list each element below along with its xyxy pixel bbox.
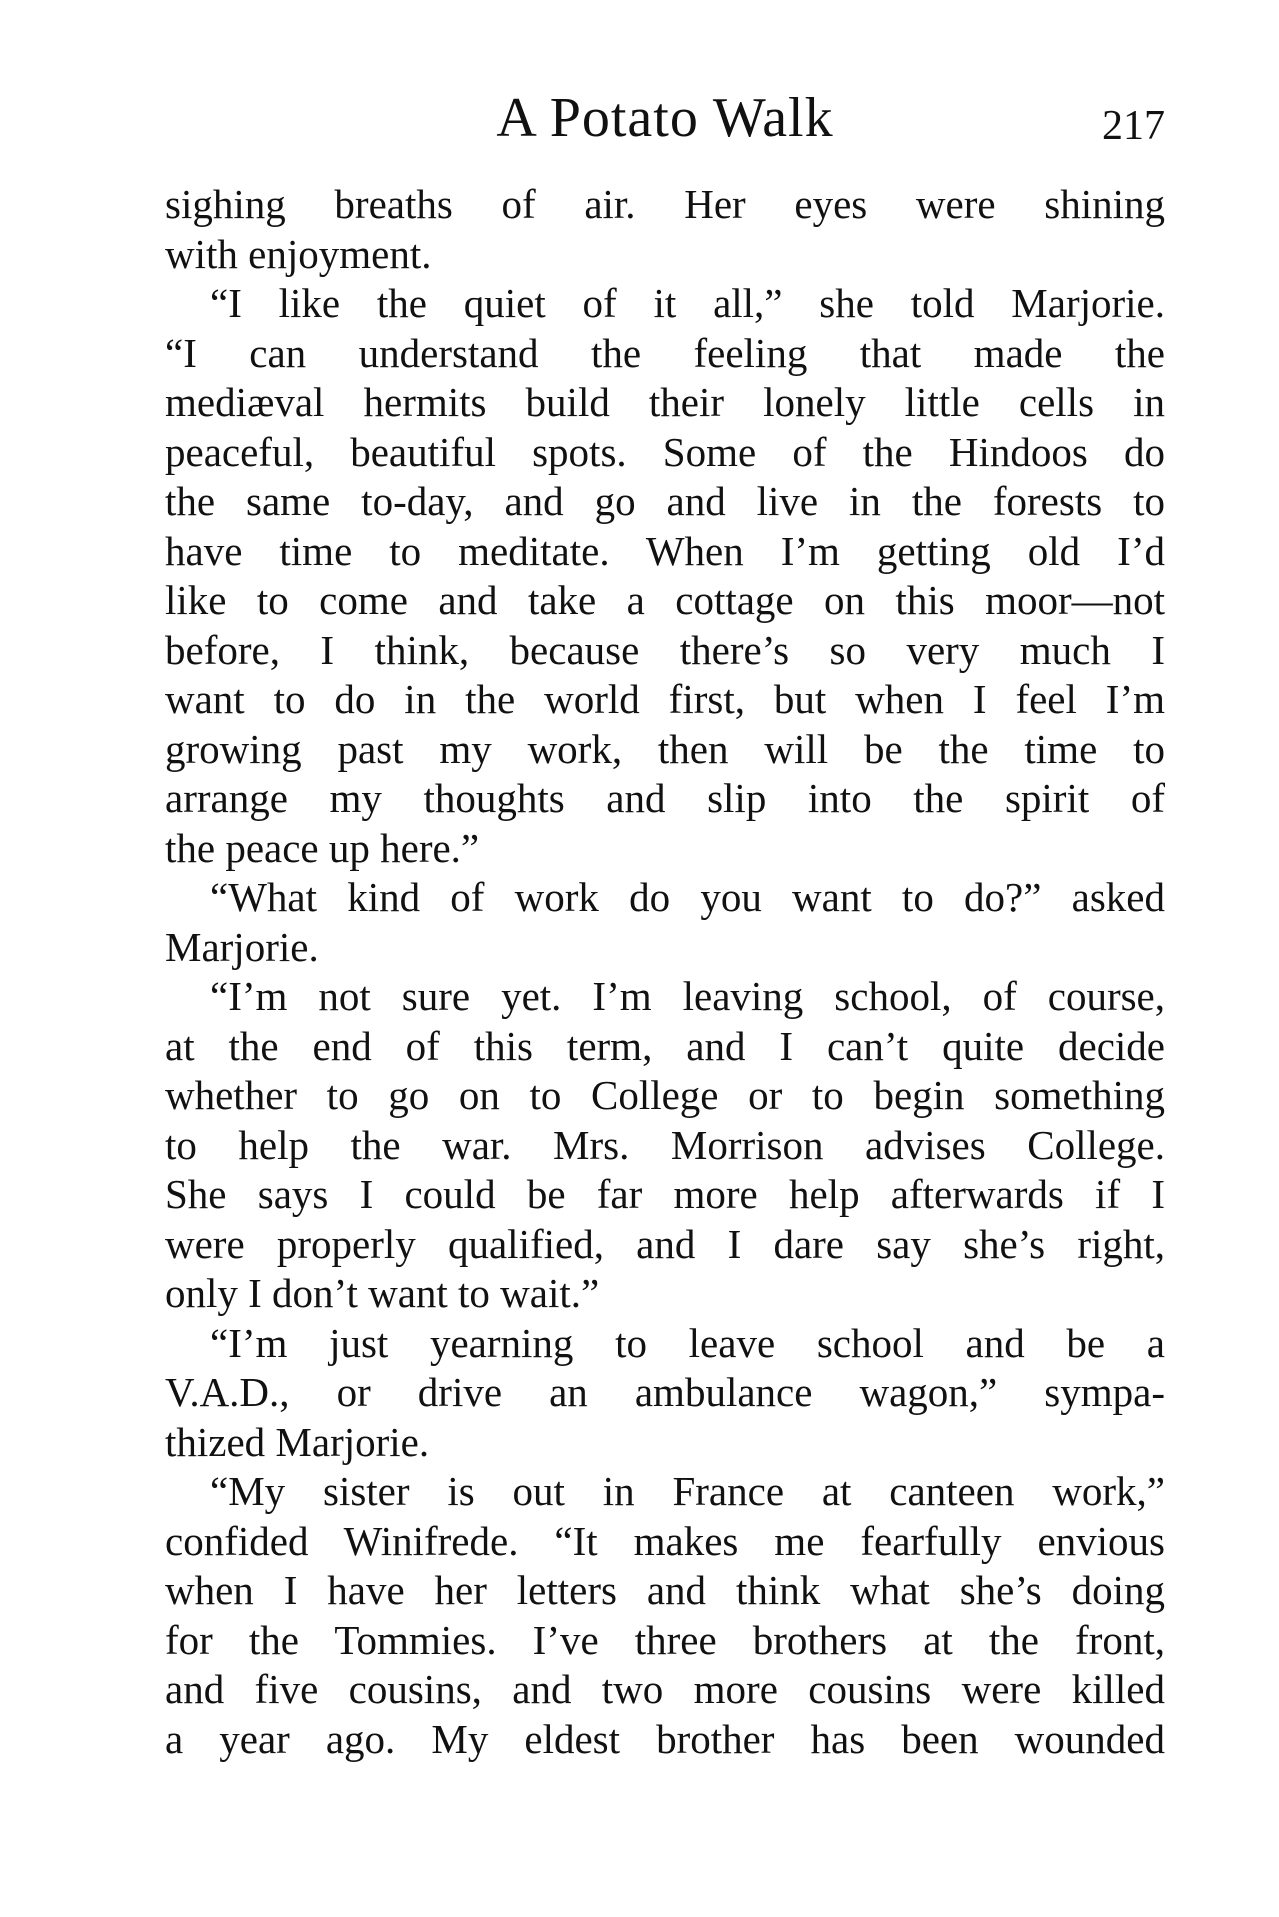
text-line: arrange my thoughts and slip into the spirit of — [165, 775, 1165, 821]
text-line: like to come and take a cottage on this moor—not — [165, 577, 1165, 623]
text-line: only I don’t want to wait.” — [165, 1270, 600, 1316]
running-title: A Potato Walk — [496, 87, 834, 149]
text-line: “I like the quiet of it all,” she told Marjorie. — [210, 280, 1165, 326]
text-line: “My sister is out in France at canteen work,” — [210, 1468, 1165, 1514]
text-line: for the Tommies. I’ve three brothers at the front, — [165, 1616, 1165, 1663]
text-line: the peace up here.” — [165, 824, 480, 871]
text-line: want to do in the world first, but when I feel I’m — [165, 676, 1165, 722]
text-line: and five cousins, and two more cousins were killed — [165, 1666, 1165, 1712]
text-line: a year ago. My eldest brother has been wounded — [165, 1715, 1165, 1762]
page-number: 217 — [1102, 103, 1165, 149]
text-line: thized Marjorie. — [165, 1418, 430, 1465]
text-line: the same to-day, and go and live in the forests to — [165, 478, 1165, 524]
text-line: “I’m not sure yet. I’m leaving school, of course, — [210, 973, 1165, 1019]
text-line: mediæval hermits build their lonely little cells in — [165, 379, 1165, 425]
text-line: She says I could be far more help afterwards if I — [165, 1171, 1165, 1217]
text-line: V.A.D., or drive an ambulance wagon,” sympa- — [165, 1369, 1165, 1415]
text-line: to help the war. Mrs. Morrison advises College. — [165, 1121, 1165, 1168]
text-line: when I have her letters and think what she’s doing — [165, 1567, 1165, 1613]
text-line: sighing breaths of air. Her eyes were shining — [165, 181, 1165, 227]
text-line: at the end of this term, and I can’t quite decide — [165, 1022, 1165, 1069]
text-line: have time to meditate. When I’m getting old I’d — [165, 527, 1165, 574]
text-line: “I’m just yearning to leave school and be a — [210, 1319, 1165, 1366]
text-line: confided Winifrede. “It makes me fearfully envious — [165, 1517, 1165, 1564]
text-line: “What kind of work do you want to do?” asked — [210, 874, 1165, 920]
text-line: peaceful, beautiful spots. Some of the Hindoos do — [165, 428, 1165, 475]
body-text — [165, 180, 1165, 1764]
text-line: before, I think, because there’s so very much I — [165, 626, 1165, 673]
text-line: growing past my work, then will be the time to — [165, 725, 1165, 772]
text-line: whether to go on to College or to begin something — [165, 1072, 1165, 1118]
text-line: “I can understand the feeling that made the — [165, 329, 1165, 376]
text-line: Marjorie. — [165, 923, 319, 970]
text-line: were properly qualified, and I dare say she’s right, — [165, 1220, 1165, 1267]
page-header — [165, 78, 1165, 158]
text-line: with enjoyment. — [165, 230, 432, 277]
